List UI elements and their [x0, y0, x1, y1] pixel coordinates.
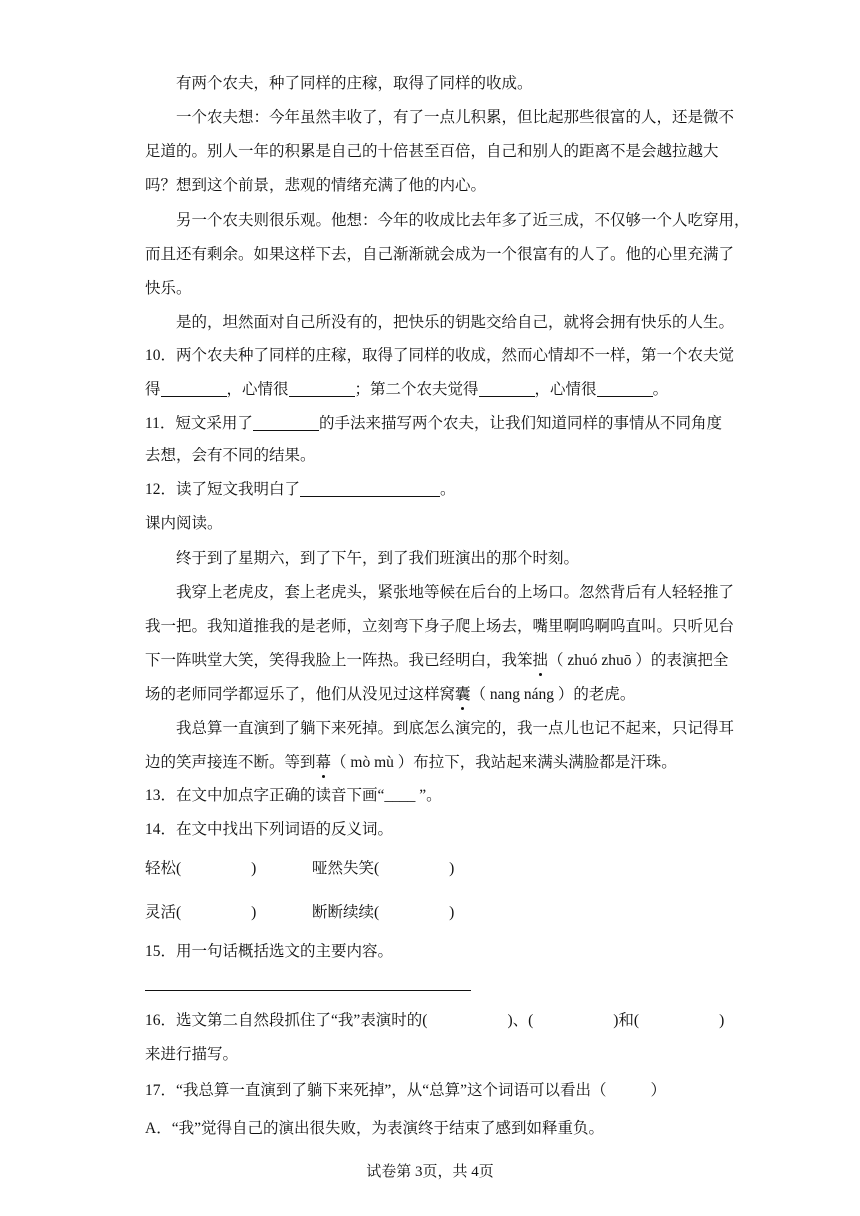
q14-col2-row1 — [312, 858, 454, 880]
passage2-text: 下一阵哄堂大笑，笑得我脸上一阵热。我已经明白，我笨 — [145, 651, 533, 669]
dotted-char-zhuo: 拙 — [532, 651, 549, 669]
passage2-para3-line2 — [145, 751, 725, 774]
q16-text-d: ) — [719, 1012, 725, 1029]
passage1-para3-line3: 快乐。 — [145, 279, 192, 297]
q17-text: 17．“我总算一直演到了躺下来死掉”，从“总算”这个词语可以看出（ — [145, 1082, 607, 1099]
question-13: 13．在文中加点字正确的读音下画“____ ”。 — [145, 787, 442, 804]
passage1-para4: 是的，坦然面对自己所没有的，把快乐的钥匙交给自己，就将会拥有快乐的人生。 — [176, 313, 735, 331]
q10-blank-4[interactable] — [597, 380, 653, 397]
passage2-para2-line1: 我穿上老虎皮，套上老虎头，紧张地等候在后台的上场口。忽然背后有人轻轻推了 — [176, 583, 735, 601]
passage2-para2-line2: 我一把。我知道推我的是老师，立刻弯下身子爬上场去，嘴里啊呜啊呜直叫。只听见台 — [145, 617, 735, 635]
word-relaxed: 轻松( — [145, 860, 182, 877]
q14-close-3: ) — [251, 904, 257, 921]
question-10-line2 — [145, 379, 725, 401]
question-12 — [145, 479, 725, 501]
q15-answer-line[interactable] — [145, 990, 471, 991]
word-laugh: 哑然失笑( — [312, 860, 380, 877]
pinyin-options-3: （ mò mù ） — [331, 754, 414, 771]
question-16-line1 — [145, 1010, 725, 1032]
pinyin-options-1: （ zhuó zhuō ） — [548, 652, 651, 669]
q10-text-a: 得 — [145, 381, 161, 398]
question-15: 15．用一句话概括选文的主要内容。 — [145, 943, 394, 960]
question-11-line2: 去想，会有不同的结果。 — [145, 447, 316, 464]
passage2-para1: 终于到了星期六，到了下午，到了我们班演出的那个时刻。 — [176, 549, 580, 567]
q10-text-c: ；第二个农夫觉得 — [354, 381, 479, 398]
q10-text-d: ，心情很 — [534, 381, 597, 398]
q12-blank[interactable] — [300, 480, 440, 497]
q17-close: ） — [650, 1082, 667, 1099]
q12-text-b: 。 — [440, 481, 456, 498]
q14-close-2: ) — [449, 860, 455, 877]
passage1-para2-line1: 一个农夫想：今年虽然丰收了，有了一点儿积累，但比起那些很富的人，还是微不 — [176, 108, 735, 126]
passage2-text: 边的笑声接连不断。等到 — [145, 753, 316, 771]
q14-col2-row2 — [312, 902, 454, 924]
q16-text-a: 16．选文第二自然段抓住了“我”表演时的( — [145, 1012, 428, 1029]
question-17-option-a: A．“我”觉得自己的演出很失败，为表演终于结束了感到如释重负。 — [145, 1120, 604, 1137]
q10-blank-3[interactable] — [479, 380, 535, 397]
q11-text-a: 11．短文采用了 — [145, 415, 253, 432]
passage2-para2-line3 — [145, 649, 729, 672]
passage1-para1: 有两个农夫，种了同样的庄稼，取得了同样的收成。 — [176, 74, 533, 92]
question-10-line1: 10．两个农夫种了同样的庄稼，取得了同样的收成，然而心情却不一样，第一个农夫觉 — [145, 347, 735, 364]
question-14-row1 — [145, 858, 725, 880]
word-intermittent: 断断续续( — [312, 904, 380, 921]
passage2-para3-line1: 我总算一直演到了躺下来死掉。到底怎么演完的，我一点儿也记不起来，只记得耳 — [176, 719, 735, 737]
q14-close-1: ) — [251, 860, 257, 877]
dotted-char-nang: 囊 — [455, 685, 471, 703]
q16-text-c: )和( — [613, 1012, 640, 1029]
dotted-char-mu: 幕 — [315, 753, 332, 771]
q10-text-b: ，心情很 — [226, 381, 289, 398]
passage2-text-end: 布拉下，我站起来满头满脸都是汗珠。 — [413, 753, 677, 771]
question-17-stem — [145, 1080, 725, 1102]
q12-text-a: 12．读了短文我明白了 — [145, 481, 301, 498]
question-11-line1 — [145, 413, 725, 435]
question-14-row2 — [145, 902, 725, 924]
passage1-para2-line2: 足道的。别人一年的积累是自己的十倍甚至百倍，自己和别人的距离不是会越拉越大 — [145, 142, 719, 160]
pinyin-options-2: （ nang náng ） — [470, 686, 574, 703]
passage2-para2-line4 — [145, 683, 725, 706]
passage1-para3-line1: 另一个农夫则很乐观。他想：今年的收成比去年多了近三成，不仅够一个人吃穿用， — [176, 211, 750, 229]
q10-blank-1[interactable] — [161, 380, 227, 397]
passage2-text-end: 的老虎。 — [573, 685, 636, 703]
q10-text-e: 。 — [652, 381, 669, 398]
q11-blank[interactable] — [253, 414, 319, 431]
q11-text-b: 的手法来描写两个农夫，让我们知道同样的事情从不同角度 — [318, 415, 722, 432]
passage1-para3-line2: 而且还有剩余。如果这样下去，自己渐渐就会成为一个很富有的人了。他的心里充满了 — [145, 245, 735, 263]
q16-text-b: )、( — [507, 1012, 534, 1029]
word-flexible: 灵活( — [145, 904, 182, 921]
question-14-title: 14．在文中找出下列词语的反义词。 — [145, 821, 394, 838]
passage1-para2-line3: 吗？想到这个前景，悲观的情绪充满了他的内心。 — [145, 176, 487, 194]
question-16-line2: 来进行描写。 — [145, 1046, 239, 1063]
section-title-in-class-reading: 课内阅读。 — [145, 515, 223, 532]
q14-close-4: ) — [449, 904, 455, 921]
page-footer: 试卷第 3页，共 4页 — [366, 1164, 494, 1180]
passage2-text: 场的老师同学都逗乐了，他们从没见过这样窝 — [145, 685, 456, 703]
passage2-text-end: 的表演把全 — [650, 651, 729, 669]
q10-blank-2[interactable] — [289, 380, 355, 397]
